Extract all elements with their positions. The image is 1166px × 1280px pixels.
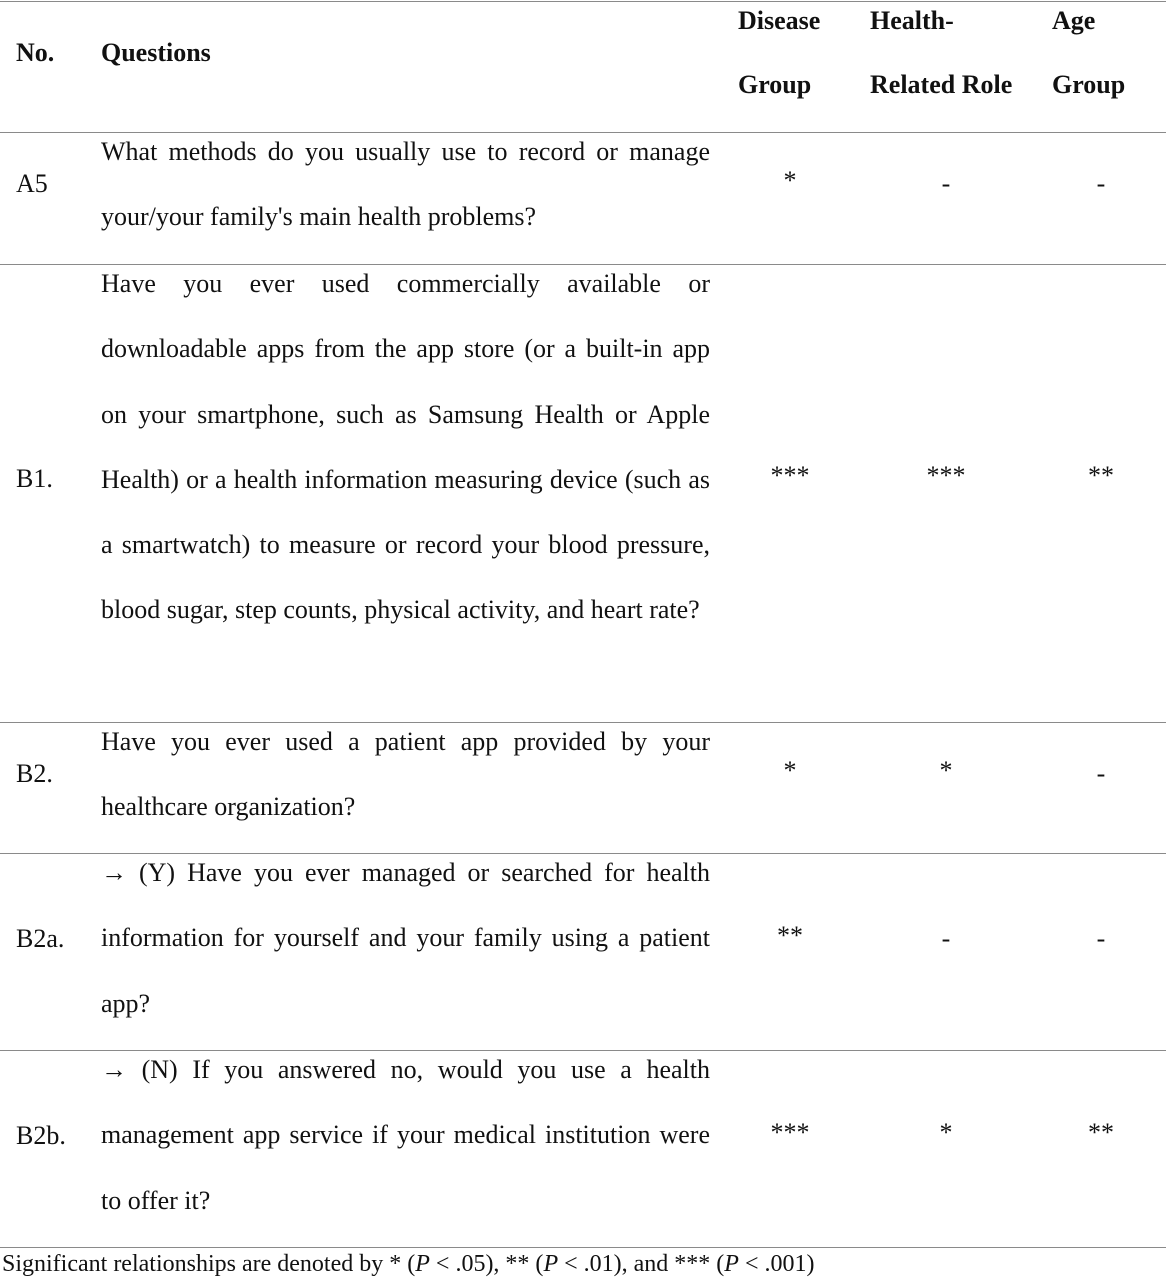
footnote-p-symbol: P: [724, 1251, 739, 1277]
row-b2a-no: B2a.: [16, 924, 65, 953]
row-b2-age: -: [1096, 759, 1106, 788]
row-a5-disease: *: [783, 166, 797, 195]
row-b2b-question: → (N) If you answered no, would you use a health management app service if your medical institution were to offer it?: [101, 1055, 710, 1215]
row-b2a-role: -: [941, 924, 951, 953]
row-b2-role: *: [939, 756, 953, 785]
row-b2a-question: → (Y) Have you ever managed or searched for health information for yourself and your family using a patient app?: [101, 858, 710, 1018]
row-b2b-disease: ***: [770, 1118, 810, 1147]
row-b1-role: ***: [926, 461, 966, 490]
header-disease-group-line2: Group: [738, 70, 812, 99]
header-disease-group-line1: Disease: [738, 6, 821, 35]
footnote-p-symbol: P: [543, 1251, 559, 1277]
row-b2b-role: *: [939, 1118, 953, 1147]
footnote-text-3: < .01), and *** (: [558, 1251, 725, 1277]
row-b2-disease: *: [783, 756, 797, 785]
header-questions: Questions: [101, 38, 211, 67]
row-b2b-no: B2b.: [16, 1121, 66, 1150]
footnote-text-2: < .05), ** (: [429, 1251, 544, 1277]
row-b2b-age: **: [1088, 1118, 1114, 1147]
row-a5-question: What methods do you usually use to record or manage your/your family's main health problems?: [101, 137, 710, 232]
row-a5-age: -: [1096, 169, 1106, 198]
header-age-group-line2: Group: [1052, 70, 1126, 99]
row-b2-question: Have you ever used a patient app provided by your healthcare organization?: [101, 727, 710, 822]
header-age-group-line1: Age: [1052, 6, 1096, 35]
row-b1-no: B1.: [16, 464, 53, 493]
footnote-p-symbol: P: [415, 1251, 430, 1277]
row-b2a-age: -: [1096, 924, 1106, 953]
header-health-role-line1: Health-: [870, 6, 954, 35]
row-b2-no: B2.: [16, 759, 53, 788]
table-top-rule: [0, 1, 1166, 2]
row-b1-disease: ***: [770, 461, 810, 490]
header-health-role-line2: Related Role: [870, 70, 1013, 99]
row-a5-role: -: [941, 169, 951, 198]
row-a5-no: A5: [16, 169, 48, 198]
row-b1-age: **: [1088, 461, 1114, 490]
footnote-text-4: < .001): [738, 1251, 815, 1277]
row-b2a-disease: **: [777, 921, 803, 950]
row-b1-question: Have you ever used commercially available or downloadable apps from the app store (or a built-in app on your smartphone, such as Samsung Health or Apple Health) or a health information measuring device (such as a smartwatch) to measure or record your blood pressure, blood sugar, step counts, physical activity, and heart rate?: [101, 269, 710, 625]
footnote-text-1: Significant relationships are denoted by * (: [2, 1251, 416, 1277]
header-no: No.: [16, 38, 55, 67]
table-footnote: [2, 1248, 814, 1280]
